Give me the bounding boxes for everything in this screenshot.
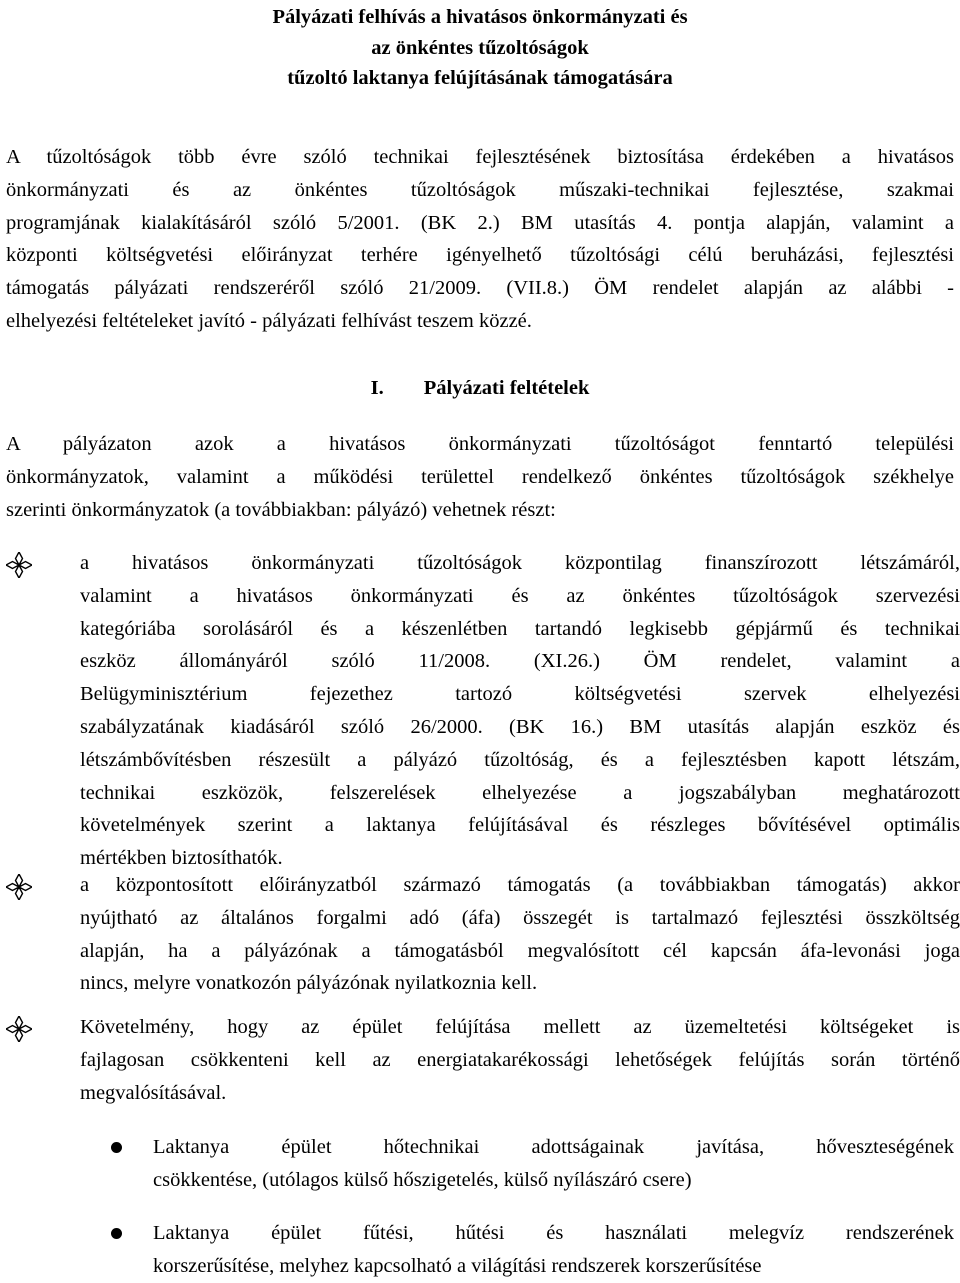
paragraph-line: A pályázaton azok a hivatásos önkormányzati tűzoltóságot fenntartó települési bbox=[6, 433, 954, 455]
bullet-text bbox=[80, 547, 960, 875]
bullet-line: alapján, ha a pályázónak a támogatásból megvalósított cél kapcsán áfa-levonási joga bbox=[80, 939, 960, 962]
title-line: az önkéntes tűzoltóságok bbox=[371, 36, 589, 59]
bullet-dot-icon bbox=[111, 1142, 122, 1153]
bullet-line: Követelmény, hogy az épület felújítása mellett az üzemeltetési költségeket is bbox=[80, 1016, 960, 1038]
paragraph-line: központi költségvetési előirányzat terhére igényelhető tűzoltósági célú beruházási, fejlesztési bbox=[6, 244, 954, 267]
section-title: Pályázati feltételek bbox=[423, 377, 590, 399]
paragraph-line: önkormányzati és az önkéntes tűzoltóságok műszaki-technikai fejlesztése, szakmai bbox=[6, 178, 954, 201]
bullet-line: szabályzatának kiadásáról szóló 26/2000. (BK 16.) BM utasítás alapján eszköz és bbox=[80, 715, 960, 738]
bullet-line: fajlagosan csökkenteni kell az energiatakarékossági lehetőségek felújítás során történő bbox=[80, 1048, 960, 1071]
sub-bullet-text bbox=[153, 1131, 954, 1197]
bullet-line: megvalósításával. bbox=[80, 1081, 227, 1104]
section-number: I. bbox=[370, 377, 384, 399]
bullet-text bbox=[80, 869, 960, 1000]
bullet-line: a hivatásos önkormányzati tűzoltóságok központilag finanszírozott létszámáról, bbox=[80, 552, 960, 574]
document-title bbox=[0, 2, 960, 94]
bullet-line: Belügyminisztérium fejezethez tartozó költségvetési szervek elhelyezési bbox=[80, 683, 960, 706]
bullet-line: nincs, melyre vonatkozón pályázónak nyilatkoznia kell. bbox=[80, 972, 538, 995]
paragraph-line: támogatás pályázati rendszeréről szóló 21/2009. (VII.8.) ÖM rendelet alapján az alábbi - bbox=[6, 277, 954, 300]
bullet-line: a központosított előirányzatból származó támogatás (a továbbiakban támogatás) akkor bbox=[80, 874, 960, 896]
paragraph-line: A tűzoltóságok több évre szóló technikai fejlesztésének biztosítása érdekében a hivatásos bbox=[6, 146, 954, 168]
four-diamond-icon bbox=[6, 552, 32, 578]
bullet-text bbox=[80, 1011, 960, 1109]
sub-bullet-line: csökkentése, (utólagos külső hőszigetelés, külső nyílászáró csere) bbox=[153, 1168, 692, 1191]
paragraph-line: szerinti önkormányzatok (a továbbiakban: pályázó) vehetnek részt: bbox=[6, 498, 556, 521]
bullet-line: eszköz állományáról szóló 11/2008. (XI.26.) ÖM rendelet, valamint a bbox=[80, 650, 960, 673]
bullet-line: technikai eszközök, felszerelések elhelyezése a jogszabályban meghatározott bbox=[80, 781, 960, 804]
bullet-dot-icon bbox=[111, 1228, 122, 1239]
four-diamond-icon bbox=[6, 874, 32, 900]
four-diamond-icon bbox=[6, 1016, 32, 1042]
bullet-line: kategóriába sorolásáról és a készenlétben tartandó legkisebb gépjármű és technikai bbox=[80, 617, 960, 640]
sub-bullet-line: Laktanya épület fűtési, hűtési és használati melegvíz rendszerének bbox=[153, 1222, 954, 1244]
sub-bullet-line: korszerűsítése, melyhez kapcsolható a világítási rendszerek korszerűsítése bbox=[153, 1254, 762, 1277]
bullet-line: létszámbővítésben részesült a pályázó tűzoltóság, és a fejlesztésben kapott létszám, bbox=[80, 748, 960, 771]
sub-bullet-text bbox=[153, 1217, 954, 1283]
title-line: Pályázati felhívás a hivatásos önkormányzati és bbox=[272, 6, 688, 28]
bullet-line: mértékben biztosíthatók. bbox=[80, 847, 283, 870]
title-line: tűzoltó laktanya felújításának támogatására bbox=[287, 67, 673, 89]
sub-bullet-line: Laktanya épület hőtechnikai adottságainak javítása, hőveszteségének bbox=[153, 1136, 954, 1158]
paragraph-line: programjának kialakításáról szóló 5/2001. (BK 2.) BM utasítás 4. pontja alapján, valamint a bbox=[6, 211, 954, 234]
paragraph-line: önkormányzatok, valamint a működési területtel rendelkező önkéntes tűzoltóságok székhelye bbox=[6, 465, 954, 488]
bullet-line: valamint a hivatásos önkormányzati és az önkéntes tűzoltóságok szervezési bbox=[80, 584, 960, 607]
intro-paragraph bbox=[6, 141, 954, 338]
paragraph-line: elhelyezési feltételeket javító - pályázati felhívást teszem közzé. bbox=[6, 309, 532, 332]
conditions-paragraph bbox=[6, 428, 954, 526]
section-heading bbox=[0, 372, 960, 405]
bullet-line: követelmények szerint a laktanya felújításával és részleges bővítésével optimális bbox=[80, 814, 960, 837]
bullet-line: nyújtható az általános forgalmi adó (áfa) összegét is tartalmazó fejlesztési összköltség bbox=[80, 906, 960, 929]
